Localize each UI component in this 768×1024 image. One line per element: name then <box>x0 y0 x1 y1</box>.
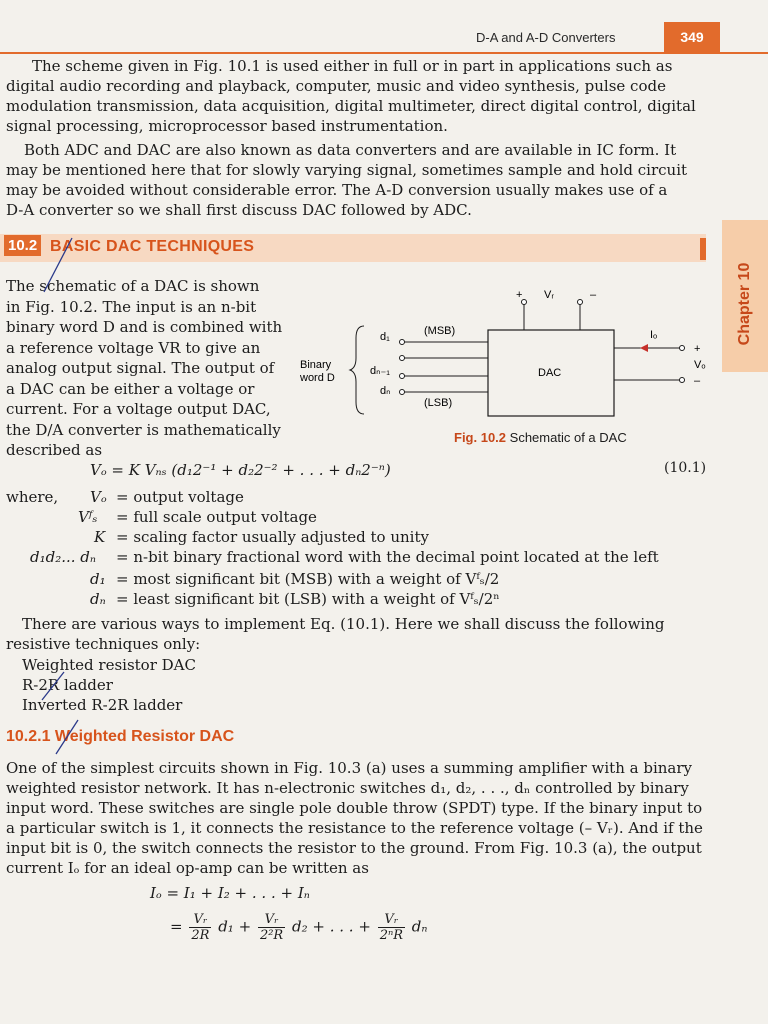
vref-label: Vᵣ <box>544 289 554 301</box>
text-line: D-A converter so we shall first discuss DAC followed by ADC. <box>6 201 472 219</box>
fraction-denominator: 2R <box>191 928 210 943</box>
figure-caption-number: Fig. 10.2 <box>454 430 507 445</box>
header-rule <box>0 52 768 54</box>
def-description: = output voltage <box>116 488 244 506</box>
input-d1-label: d₁ <box>380 331 390 343</box>
section-title: BASIC DAC TECHNIQUES <box>50 238 255 255</box>
text-line: may be avoided without considerable error. The A-D conversion usually makes use of a <box>6 181 668 199</box>
technique-item: Inverted R-2R ladder <box>22 696 183 714</box>
def-description: = most significant bit (MSB) with a weight of Vᶠₛ/2 <box>116 570 500 588</box>
bit-term: d₂ + . . . + <box>292 917 371 936</box>
output-plus-terminal <box>680 346 685 351</box>
text-line: digital audio recording and playback, computer, music and video synthesis, pulse code <box>6 77 666 95</box>
input-terminal <box>400 356 405 361</box>
intro-paragraph-1 <box>6 56 696 136</box>
running-header: D-A and A-D Converters <box>476 30 616 45</box>
chapter-tab-label: Chapter 10 <box>736 262 753 346</box>
output-voltage-label: Vₒ <box>694 359 706 371</box>
current-sum-equation: Iₒ = I₁ + I₂ + . . . + Iₙ <box>150 884 310 902</box>
equation-10-1: Vₒ = K Vₙₛ (d₁2⁻¹ + d₂2⁻² + . . . + dₙ2⁻ⁿ) <box>90 461 391 479</box>
chapter-side-tab <box>722 220 768 372</box>
dac-schematic-svg <box>296 278 720 428</box>
text-line: analog output signal. The output of <box>6 359 275 377</box>
dac-block-label: DAC <box>538 367 562 379</box>
fraction-term-2 <box>258 912 285 943</box>
input-terminal <box>400 390 405 395</box>
def-description: = full scale output voltage <box>116 508 317 526</box>
def-symbol: dₙ <box>90 590 106 608</box>
techniques-intro <box>6 614 664 654</box>
input-terminal <box>400 340 405 345</box>
page-number: 349 <box>664 22 720 52</box>
text-line: One of the simplest circuits shown in Fig. 10.3 (a) uses a summing amplifier with a binary <box>6 759 692 777</box>
subsection-paragraph <box>6 758 703 878</box>
input-terminal <box>400 374 405 379</box>
binary-label-2: word D <box>300 372 335 384</box>
text-line: The schematic of a DAC is shown <box>6 277 260 295</box>
def-symbol: d₁ <box>90 570 106 588</box>
def-symbol: d₁d₂... dₙ <box>30 548 96 566</box>
text-line: input bit is 0, the switch connects the resistor to the ground. From Fig. 10.3 (a), the output <box>6 839 702 857</box>
weighted-sum-equation <box>170 912 427 943</box>
text-line: input word. These switches are single pole double throw (SPDT) type. If the binary input to <box>6 799 703 817</box>
bit-term: dₙ <box>411 917 428 936</box>
fraction-numerator: Vᵣ <box>258 912 285 928</box>
text-line: current Iₒ for an ideal op-amp can be written as <box>6 859 369 877</box>
section-end-mark <box>700 238 706 260</box>
output-minus-terminal <box>680 378 685 383</box>
text-line: in Fig. 10.2. The input is an n-bit <box>6 297 257 316</box>
fraction-term-1 <box>189 912 211 943</box>
pen-slash-mark-icon <box>40 236 80 296</box>
input-brace <box>350 326 364 414</box>
def-symbol: Vᶠₛ <box>78 508 98 526</box>
intro-paragraph-2 <box>6 140 687 220</box>
equation-number: (10.1) <box>664 460 707 476</box>
text-line: resistive techniques only: <box>6 635 201 653</box>
fraction-denominator: 2²R <box>259 928 284 943</box>
output-plus-sign: + <box>694 343 701 355</box>
current-arrow-icon <box>640 344 648 352</box>
output-current-label: Iₒ <box>650 329 658 341</box>
vref-plus-sign: + <box>516 289 523 301</box>
text-line: current. For a voltage output DAC, <box>6 400 271 418</box>
def-description: = least significant bit (LSB) with a weight of Vᶠₛ/2ⁿ <box>116 590 500 608</box>
text-line: weighted resistor network. It has n-electronic switches d₁, d₂, . . ., dₙ controlled by binary <box>6 779 689 797</box>
figure-caption-text: Schematic of a DAC <box>509 430 627 445</box>
output-minus-sign: – <box>694 375 701 387</box>
text-line: may be mentioned here that for slowly varying signal, sometimes sample and hold circuit <box>6 161 688 179</box>
text-line: binary word D and is combined with <box>6 318 283 336</box>
vref-minus-sign: – <box>590 289 597 301</box>
section-number: 10.2 <box>4 235 41 256</box>
fraction-denominator: 2ⁿR <box>379 928 404 943</box>
figure-caption <box>454 430 627 445</box>
pen-slash-mark-icon <box>52 718 82 758</box>
text-line: a DAC can be either a voltage or <box>6 379 255 398</box>
technique-item: Weighted resistor DAC <box>22 656 196 674</box>
def-description: = scaling factor usually adjusted to unity <box>116 528 429 546</box>
text-line: There are various ways to implement Eq. (10.1). Here we shall discuss the following <box>22 615 665 633</box>
input-dn1-label: dₙ₋₁ <box>370 365 391 377</box>
text-line: signal processing, microprocessor based instrumentation. <box>6 117 448 135</box>
dac-schematic-figure <box>296 278 720 450</box>
input-dn-label: dₙ <box>380 385 391 397</box>
fraction-numerator: Vᵣ <box>378 912 405 928</box>
text-line: a particular switch is 1, it connects the resistance to the reference voltage (– Vᵣ). And if the <box>6 819 703 837</box>
text-line: modulation transmission, data acquisition, digital multimeter, direct digital control, digital <box>6 97 696 115</box>
fraction-term-n <box>378 912 405 943</box>
dac-description <box>6 276 282 461</box>
text-line: the D/A converter is mathematically <box>6 420 281 439</box>
pen-slash-mark-icon <box>38 670 68 704</box>
technique-item: R-2R ladder <box>22 676 113 694</box>
def-description: = n-bit binary fractional word with the decimal point located at the left <box>116 548 659 566</box>
msb-label: (MSB) <box>424 325 456 337</box>
binary-label-1: Binary <box>300 359 332 371</box>
text-line: The scheme given in Fig. 10.1 is used either in full or in part in applications such as <box>32 57 673 75</box>
text-line: a reference voltage VR to give an <box>6 338 261 357</box>
fraction-numerator: Vᵣ <box>189 912 211 928</box>
vref-minus-terminal <box>578 300 583 305</box>
def-symbol: Vₒ <box>90 488 107 506</box>
subsection-heading: 10.2.1 Weighted Resistor DAC <box>6 728 235 745</box>
equals-sign: = <box>170 917 183 936</box>
lsb-label: (LSB) <box>424 397 453 409</box>
def-symbol: K <box>94 528 106 546</box>
where-label: where, <box>6 488 59 506</box>
bit-term: d₁ + <box>218 917 252 936</box>
text-line: Both ADC and DAC are also known as data converters and are available in IC form. It <box>24 141 677 159</box>
text-line: described as <box>6 441 103 459</box>
